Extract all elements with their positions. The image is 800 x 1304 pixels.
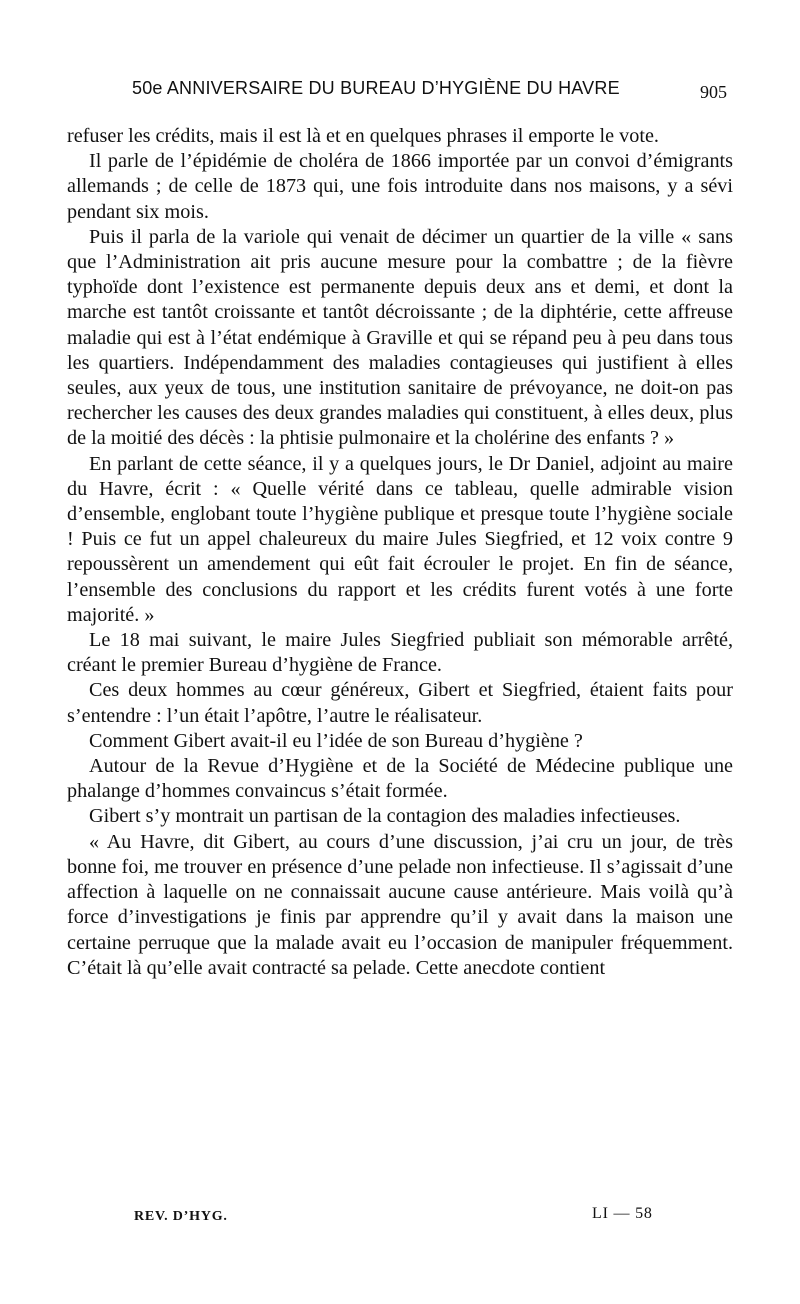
running-title: 50e ANNIVERSAIRE DU BUREAU D’HYGIÈNE DU HAVRE xyxy=(132,78,620,98)
article-body xyxy=(67,124,733,981)
paragraph: Puis il parla de la variole qui venait de décimer un quartier de la ville « sans que l’Administration ait pris aucune mesure pour la combattre ; de la fièvre typhoïde dont l’existence est permanente depuis deux ans et demi, et dont la marche est tantôt croissante et tantôt décroissante ; de la diphtérie, cette affreuse maladie qui est à l’état endémique à Graville et qui se répand peu à peu dans tous les quartiers. Indépendamment des maladies contagieuses qui justifient à elles seules, aux yeux de tous, une institution sanitaire de prévoyance, ne doit-on pas rechercher les causes des deux grandes maladies qui constituent, à elles deux, plus de la moitié des décès : la phtisie pulmonaire et la cholérine des enfants ? » xyxy=(67,225,733,450)
paragraph: Gibert s’y montrait un partisan de la contagion des maladies infectieuses. xyxy=(89,805,681,828)
signature-mark: LI — 58 xyxy=(592,1205,653,1222)
paragraph: refuser les crédits, mais il est là et en quelques phrases il emporte le vote. xyxy=(67,125,659,147)
page-number: 905 xyxy=(700,82,727,102)
paragraph: Ces deux hommes au cœur généreux, Gibert et Siegfried, étaient faits pour s’entendre : l’un était l’apôtre, l’autre le réalisateur. xyxy=(67,679,733,727)
paragraph: Le 18 mai suivant, le maire Jules Siegfried publiait son mémorable arrêté, créant le premier Bureau d’hygiène de France. xyxy=(67,629,733,677)
journal-abbreviation: REV. D’HYG. xyxy=(134,1209,228,1224)
paragraph: Comment Gibert avait-il eu l’idée de son Bureau d’hygiène ? xyxy=(89,729,583,752)
paragraph: En parlant de cette séance, il y a quelques jours, le Dr Daniel, adjoint au maire du Havre, écrit : « Quelle vérité dans ce tableau, quelle admirable vision d’ensemble, englobant toute l’hygiène publique et presque toute l’hygiène sociale ! Puis ce fut un appel chaleureux du maire Jules Siegfried, et 12 voix contre 9 repoussèrent un amendement qui eût fait écrouler le projet. En fin de séance, l’ensemble des conclusions du rapport et les crédits furent votés à une forte majorité. » xyxy=(67,452,733,626)
running-header xyxy=(0,70,800,110)
paragraph: « Au Havre, dit Gibert, au cours d’une discussion, j’ai cru un jour, de très bonne foi, me trouver en présence d’une pelade non infectieuse. Il s’agissait d’une affection à laquelle on ne connaissait aucune cause antérieure. Mais voilà qu’à force d’investigations je finis par apprendre qu’il y avait dans la maison une certaine perruque que la malade avait eu l’occasion de manipuler fréquemment. C’était là qu’elle avait contracté sa pelade. Cette anecdote contient xyxy=(67,830,733,979)
paragraph: Il parle de l’épidémie de choléra de 1866 importée par un convoi d’émigrants allemands ; de celle de 1873 qui, une fois introduite dans nos maisons, y a sévi pendant six mois. xyxy=(67,150,733,223)
paragraph: Autour de la Revue d’Hygiène et de la Société de Médecine publique une phalange d’hommes convaincus s’était formée. xyxy=(67,755,733,803)
page-footer xyxy=(0,1203,800,1233)
